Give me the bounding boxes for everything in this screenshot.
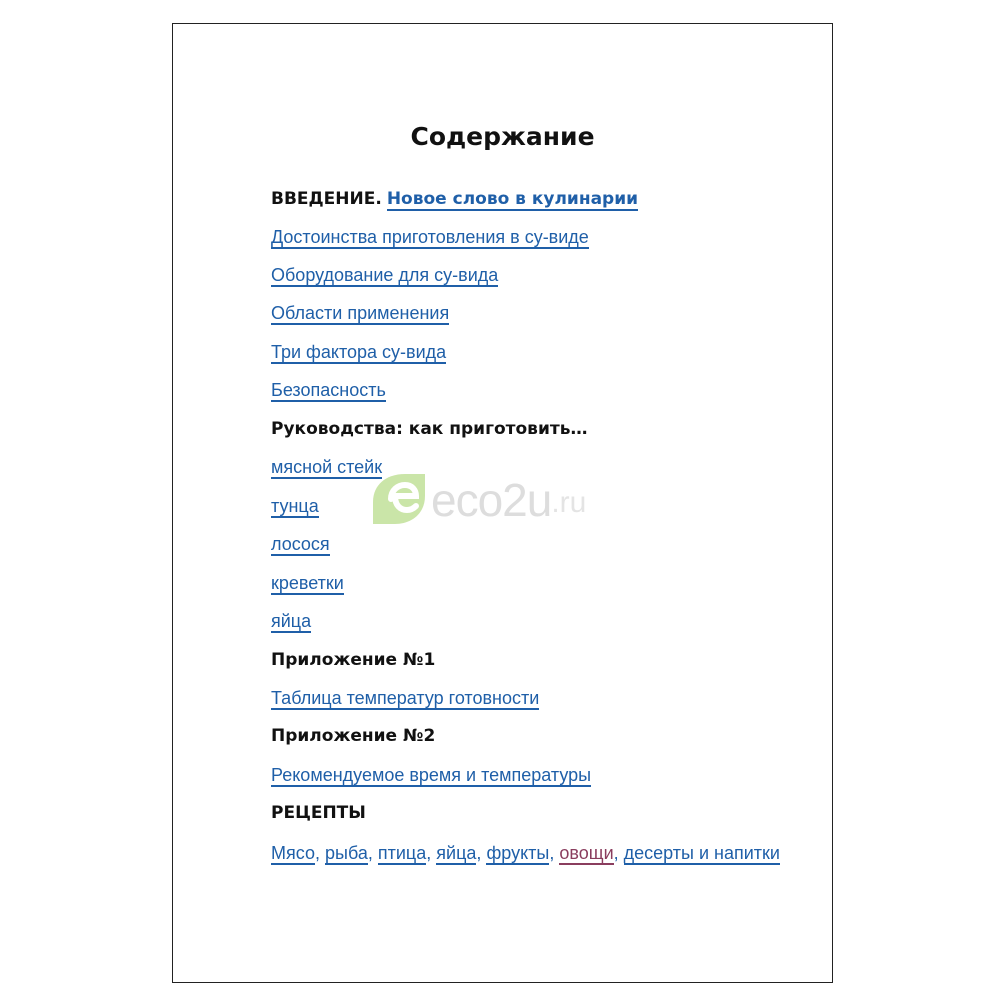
toc-item xyxy=(271,378,386,402)
watermark-text: eco2u xyxy=(431,474,552,526)
toc-link-three-factors[interactable]: Три фактора су-вида xyxy=(271,342,447,362)
toc-link-intro[interactable]: Новое слово в кулинарии xyxy=(386,189,639,209)
toc-link-guide-shrimp[interactable]: креветки xyxy=(271,573,344,593)
toc-link-advantages[interactable]: Достоинства приготовления в су-виде xyxy=(271,227,589,247)
toc-item xyxy=(271,301,449,325)
watermark xyxy=(369,470,586,530)
recipes-links xyxy=(271,839,791,867)
separator: , xyxy=(426,843,432,863)
toc-item xyxy=(271,609,311,633)
toc-item xyxy=(271,455,382,479)
recipe-link-fish[interactable]: рыба xyxy=(325,843,368,863)
recipe-link-desserts-drinks[interactable]: десерты и напитки xyxy=(623,843,780,863)
separator: , xyxy=(314,843,320,863)
toc-link-equipment[interactable]: Оборудование для су-вида xyxy=(271,265,499,285)
page-title: Содержание xyxy=(410,122,595,151)
toc-link-appendix1[interactable]: Таблица температур готовности xyxy=(271,688,540,708)
separator: , xyxy=(367,843,373,863)
leaf-e-logo-icon xyxy=(369,472,429,528)
separator: , xyxy=(613,843,619,863)
intro-row xyxy=(271,186,638,211)
recipe-link-fruits[interactable]: фрукты xyxy=(486,843,550,863)
toc-item xyxy=(271,571,344,595)
separator: , xyxy=(549,843,555,863)
toc-item xyxy=(271,340,446,364)
recipe-link-vegetables[interactable]: овощи xyxy=(559,843,614,863)
toc-link-applications[interactable]: Области применения xyxy=(271,303,450,323)
recipe-link-poultry[interactable]: птица xyxy=(377,843,427,863)
toc-item xyxy=(271,225,589,249)
toc-link-guide-tuna[interactable]: тунца xyxy=(271,496,319,516)
toc-item xyxy=(271,532,330,556)
document-page xyxy=(172,23,833,983)
recipes-heading: РЕЦЕПТЫ xyxy=(271,803,366,823)
recipe-link-meat[interactable]: Мясо xyxy=(271,843,315,863)
toc-item xyxy=(271,763,591,787)
toc-link-safety[interactable]: Безопасность xyxy=(271,380,386,400)
toc-link-appendix2[interactable]: Рекомендуемое время и температуры xyxy=(271,765,592,785)
toc-item xyxy=(271,686,539,710)
toc-item xyxy=(271,263,498,287)
recipe-link-eggs[interactable]: яйца xyxy=(436,843,477,863)
separator: , xyxy=(476,843,482,863)
toc-link-guide-steak[interactable]: мясной стейк xyxy=(271,457,383,477)
toc-link-guide-eggs[interactable]: яйца xyxy=(271,611,312,631)
watermark-suffix: .ru xyxy=(551,486,587,519)
intro-label: ВВЕДЕНИЕ. xyxy=(271,189,382,209)
appendix1-heading: Приложение №1 xyxy=(271,650,436,670)
toc-link-guide-salmon[interactable]: лосося xyxy=(271,534,330,554)
toc-item xyxy=(271,494,319,518)
guides-heading: Руководства: как приготовить… xyxy=(271,419,588,439)
appendix2-heading: Приложение №2 xyxy=(271,726,436,746)
